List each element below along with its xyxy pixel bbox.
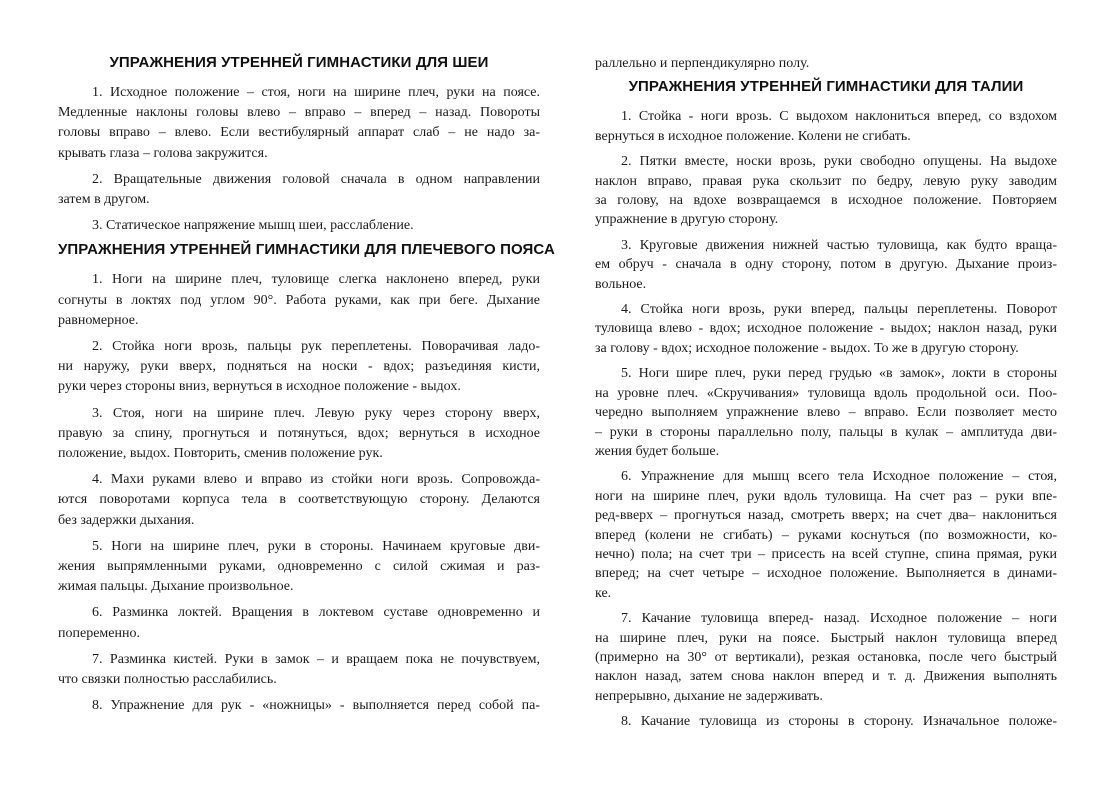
paragraph <box>58 83 540 164</box>
text-line: раллельно и перпендикулярно полу. <box>595 56 810 71</box>
paragraph <box>595 712 1057 731</box>
text-line: ни наружу, руки вверх, подняться на носки - вдох; разъединяя кисти, <box>58 359 540 375</box>
text-line: без задержки дыхания. <box>58 512 195 528</box>
text-line: 1. Ноги на ширине плеч, туловище слегка наклонено вперед, руки <box>92 272 540 288</box>
paragraph <box>58 603 540 643</box>
text-line: 2. Стойка ноги врозь, пальцы рук переплетены. Поворачивая ладо- <box>92 339 540 355</box>
text-line: головы вправо – влево. Если вестибулярный аппарат слаб – не надо за- <box>58 125 540 141</box>
text-line: непрерывно, дыхание не задерживать. <box>595 688 823 704</box>
text-line: затем в другом. <box>58 192 150 208</box>
text-line: 3. Круговые движения нижней частью туловища, как будто враща- <box>621 237 1057 253</box>
text-line: 4. Стойка ноги врозь, руки вперед, пальцы переплетены. Поворот <box>621 302 1057 318</box>
text-line: что связки полностью расслабились. <box>58 672 277 688</box>
paragraph <box>595 609 1057 706</box>
section-heading: УПРАЖНЕНИЯ УТРЕННЕЙ ГИМНАСТИКИ ДЛЯ ТАЛИИ <box>628 78 1024 96</box>
paragraph-continuation <box>595 54 1057 73</box>
text-line: 5. Ноги на ширине плеч, руки в стороны. Начинаем круговые дви- <box>92 538 540 554</box>
paragraph <box>58 216 540 236</box>
text-line: 2. Вращательные движения головой сначала в одном направлении <box>92 171 540 187</box>
text-line: руки через стороны вниз, вернуться в исходное положение - выдох. <box>58 379 461 395</box>
text-line: (примерно на 30° от вертикали), резкая остановка, после чего быстрый <box>595 649 1057 665</box>
text-line: туловища влево - вдох; исходное положение - выдох; наклон назад, руки <box>595 321 1057 337</box>
paragraph <box>58 404 540 465</box>
text-line: наклон назад, затем снова наклон вперед и т. д. Движения выполнять <box>595 669 1057 685</box>
text-line: 6. Разминка локтей. Вращения в локтевом суставе одновременно и <box>92 605 540 621</box>
text-line: 8. Качание туловища из стороны в сторону. Изначальное положе- <box>621 714 1057 730</box>
paragraph <box>58 537 540 598</box>
text-line: жения будет больше. <box>595 443 720 459</box>
text-line: правую за спину, прогнуться и потянуться, вдох; вернуться в исходное <box>58 425 540 441</box>
text-line: вольное. <box>595 276 647 292</box>
text-line: 7. Качание туловища вперед- назад. Исходное положение – ноги <box>621 611 1057 627</box>
text-line: ред-вверх – прогнуться назад, смотреть вверх; на счет два– наклониться <box>595 508 1057 524</box>
text-line: чередно выполняем упражнение влево – вправо. Если позволяет место <box>595 405 1057 421</box>
text-line: жения выпрямленными руками, одновременно с силой сжимая и раз- <box>58 559 540 575</box>
text-line: 7. Разминка кистей. Руки в замок – и вращаем пока не почувствуем, <box>92 651 540 667</box>
paragraph <box>595 107 1057 146</box>
text-line: положение, выдох. Повторить, сменив положение рук. <box>58 446 383 462</box>
text-line: за голову - вдох; исходное положение - выдох. То же в другую сторону. <box>595 340 1019 356</box>
text-line: ке. <box>595 585 612 601</box>
paragraph <box>595 364 1057 461</box>
text-line: 1. Стойка - ноги врозь. С выдохом наклониться вперед, со вздохом <box>621 109 1057 125</box>
text-line: 5. Ноги шире плеч, руки перед грудью «в замок», локти в стороны <box>621 366 1057 382</box>
paragraph <box>58 170 540 210</box>
paragraph <box>58 337 540 398</box>
paragraph <box>58 270 540 331</box>
text-line: 4. Махи руками влево и вправо из стойки ноги врозь. Сопровожда- <box>92 472 540 488</box>
text-line: жимая пальцы. Дыхание произвольное. <box>58 579 294 595</box>
text-line: попеременно. <box>58 625 140 641</box>
text-line: Медленные наклоны головы влево – вправо – вперед – назад. Повороты <box>58 105 540 121</box>
text-line: упражнение в другую сторону. <box>595 212 779 228</box>
text-line: ем обруч - сначала в одну сторону, потом в другую. Дыхание произ- <box>595 257 1057 273</box>
text-line: 2. Пятки вместе, носки врозь, руки свободно опущены. На выдохе <box>621 154 1057 170</box>
section-heading: УПРАЖНЕНИЯ УТРЕННЕЙ ГИМНАСТИКИ ДЛЯ ШЕИ <box>109 54 489 71</box>
text-line: на уровне плеч. «Скручивания» туловища вдоль продольной оси. Поо- <box>595 385 1057 401</box>
text-line: ноги на ширине плеч, руки вдоль туловища. На счет раз – руки впе- <box>595 488 1057 504</box>
paragraph <box>595 467 1057 603</box>
text-line: согнуты в локтях под углом 90°. Работа руками, как при беге. Дыхание <box>58 292 540 308</box>
text-line: 8. Упражнение для рук - «ножницы» - выполняется перед собой па- <box>92 698 540 714</box>
paragraph <box>58 470 540 531</box>
paragraph <box>58 696 540 716</box>
left-column <box>58 52 555 774</box>
text-line: нечно) пола; на счет три – присесть на всей ступне, спина прямая, руки <box>595 546 1057 562</box>
text-line: 3. Стоя, ноги на ширине плеч. Левую руку через сторону вверх, <box>92 405 540 421</box>
text-line: вернуться в исходное положение. Колени не сгибать. <box>595 128 911 144</box>
text-line: за голову, на вдохе возвращаемся в исходное положение. Повторяем <box>595 193 1057 209</box>
text-line: крывать глаза – голова закружится. <box>58 145 268 161</box>
paragraph <box>595 236 1057 294</box>
text-line: – руки в стороны параллельно полу, пальцы в кулак – амплитуда дви- <box>595 424 1057 440</box>
text-line: вперед (колени не сгибать) – руками коснуться (по возможности, ко- <box>595 527 1057 543</box>
paragraph <box>595 300 1057 358</box>
text-line: вперед; на счет четыре – исходное положение. Выполняется в динами- <box>595 566 1057 582</box>
text-line: на ширине плеч, руки на поясе. Быстрый наклон туловища вперед <box>595 630 1057 646</box>
right-column <box>595 52 1057 774</box>
text-line: наклон вправо, правая рука скользит по бедру, левую руку заводим <box>595 173 1057 189</box>
paragraph <box>58 650 540 690</box>
text-line: 3. Статическое напряжение мышц шеи, расслабление. <box>92 218 414 234</box>
section-heading: УПРАЖНЕНИЯ УТРЕННЕЙ ГИМНАСТИКИ ДЛЯ ПЛЕЧЕВОГО ПОЯСА <box>58 241 555 259</box>
paragraph <box>595 152 1057 230</box>
text-line: равномерное. <box>58 312 139 328</box>
text-line: 1. Исходное положение – стоя, ноги на ширине плеч, руки на поясе. <box>92 85 540 100</box>
text-line: 6. Упражнение для мышц всего тела Исходное положение – стоя, <box>621 469 1057 485</box>
text-line: ются поворотами корпуса тела в соответствующую сторону. Делаются <box>58 492 540 508</box>
